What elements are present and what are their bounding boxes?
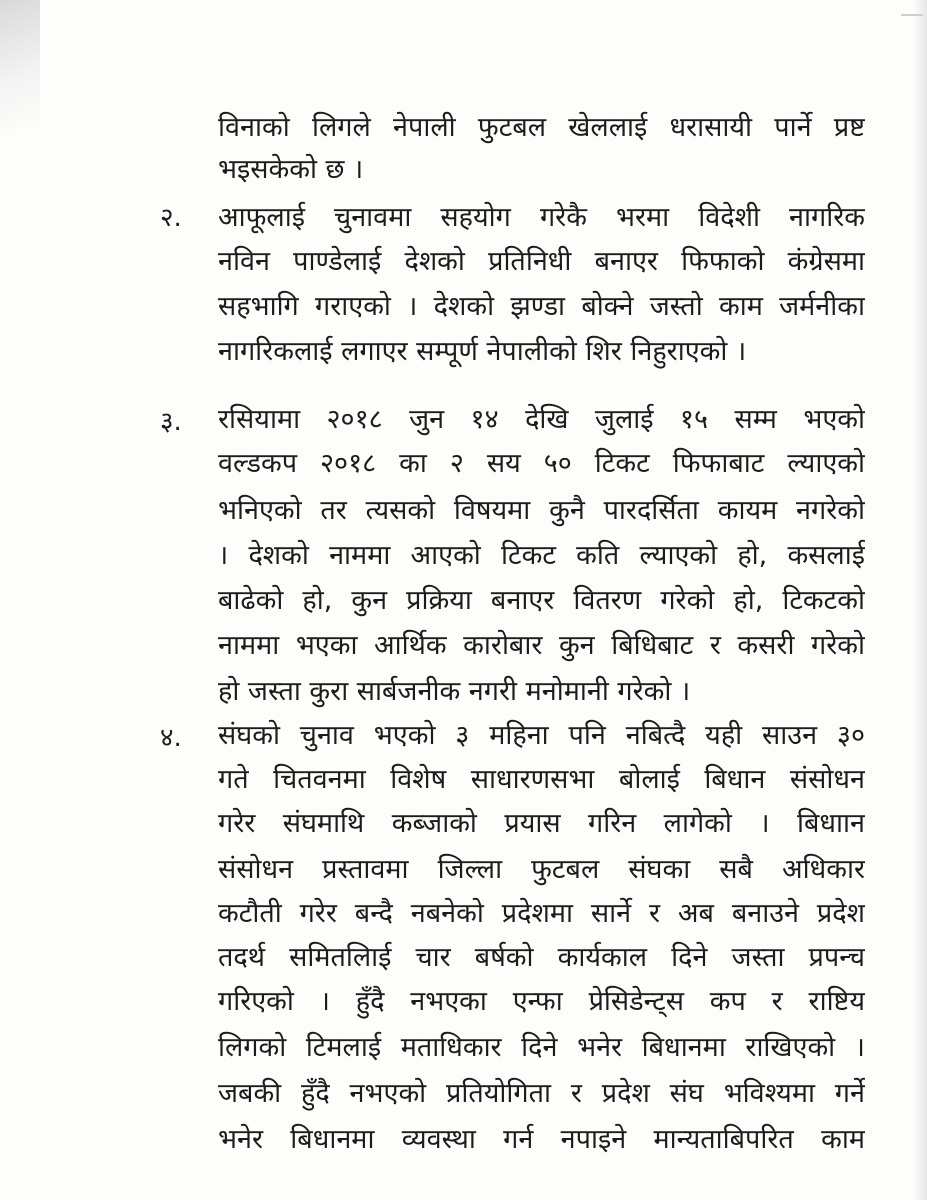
item-line: सहभागि गराएको । देशको झण्डा बोक्ने जस्तो काम जर्मनीका [218,291,865,322]
item-line: जबकी हुँदै नभएको प्रतियोगिता र प्रदेश संघ भविश्यमा गर्ने [218,1078,865,1109]
item-line: नागरिकलाई लगाएर सम्पूर्ण नेपालीको शिर निहुराएको । [218,336,747,367]
item-line: गते चितवनमा विशेष साधारणसभा बोलाई बिधान संसोधन [218,764,865,795]
intro-line: भइसकेको छ । [218,154,364,185]
item-line: नाममा भएका आर्थिक कारोबार कुन बिधिबाट र कसरी गरेको [218,630,865,661]
item-line: लिगको टिमलाई मताधिकार दिने भनेर बिधानमा राखिएको । [218,1032,865,1063]
item-line: गरिएको । हुँदै नभएका एन्फा प्रेसिडेन्ट्स कप र राष्टिय [218,986,865,1017]
intro-line: विनाको लिगले नेपाली फुटबल खेललाई धरासायी पार्ने प्रष्ट [218,112,865,143]
item-line: बाढेको हो, कुन प्रक्रिया बनाएर वितरण गरेको हो, टिकटको [218,585,865,616]
item-line: आफूलाई चुनावमा सहयोग गरेकै भरमा विदेशी नागरिक [218,202,865,233]
item-line: नविन पाण्डेलाई देशको प्रतिनिधी बनाएर फिफाको कंग्रेसमा [218,246,865,277]
item-line: संसोधन प्रस्तावमा जिल्ला फुटबल संघका सबै अधिकार [218,854,865,885]
item-line: संघको चुनाव भएको ३ महिना पनि नबित्दै यही साउन ३० [218,720,865,751]
item-line: भनेर बिधानमा व्यवस्था गर्न नपाइने मान्यताबिपरित काम [218,1124,865,1155]
item-line: तदर्थ समितलिाई चार बर्षको कार्यकाल दिने जस्ता प्रपन्च [218,942,865,973]
item-number: ४. [160,723,182,753]
item-number: ३. [160,407,182,437]
item-line: । देशको नाममा आएको टिकट कति ल्याएको हो, कसलाई [218,540,865,571]
item-line: कटौती गरेर बन्दै नबनेको प्रदेशमा सार्ने र अब बनाउने प्रदेश [218,898,865,929]
item-line: भनिएको तर त्यसको विषयमा कुनै पारदर्सिता कायम नगरेको [218,495,865,526]
item-line: हो जस्ता कुरा सार्बजनीक नगरी मनोमानी गरेको । [218,676,691,707]
item-line: वल्डकप २०१८ का २ सय ५० टिकट फिफाबाट ल्याएको [218,448,865,479]
item-line: गरेर संघमाथि कब्जाको प्रयास गरिन लागेको । बिधाान [218,808,865,839]
item-line: रसियामा २०१८ जुन १४ देखि जुलाई १५ सम्म भएको [218,404,865,435]
item-number: २. [160,203,182,233]
